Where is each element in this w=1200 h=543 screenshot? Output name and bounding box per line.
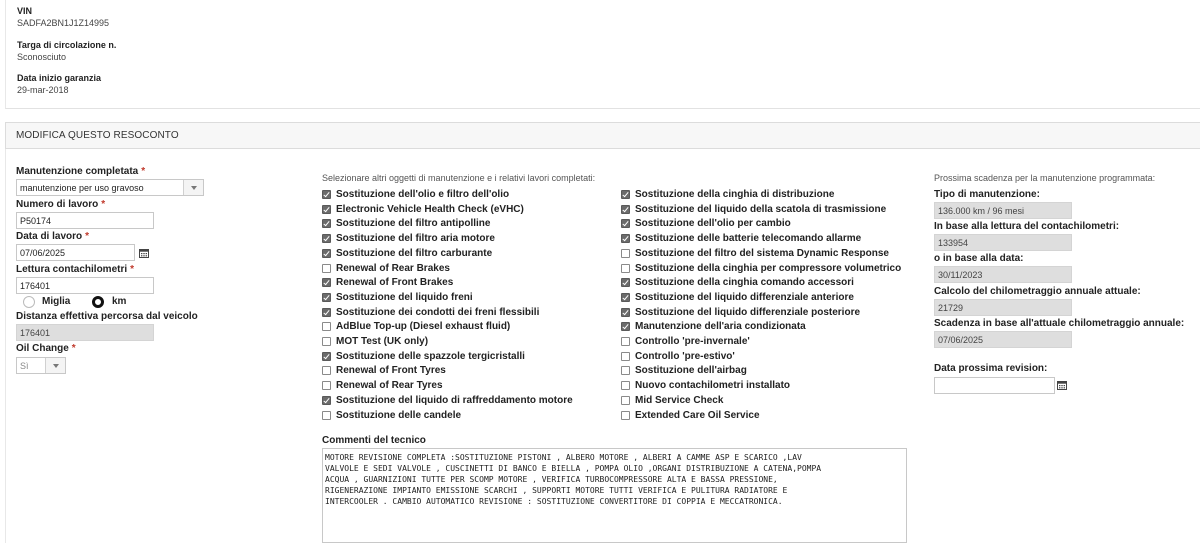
checkbox[interactable]	[322, 396, 331, 405]
checklist-item-label: Manutenzione dell'aria condizionata	[635, 321, 806, 332]
checklist-item-label: Sostituzione del filtro carburante	[336, 248, 493, 259]
work-date-input[interactable]: 07/06/2025	[16, 244, 135, 261]
vin-value: SADFA2BN1J1Z14995	[17, 18, 110, 28]
next-revision-input[interactable]	[934, 377, 1055, 394]
checklist-item-label: AdBlue Top-up (Diesel exhaust fluid)	[336, 321, 511, 332]
distance-label: Distanza effettiva percorsa dal veicolo	[16, 311, 198, 322]
checklist-item-label: Sostituzione delle batterie telecomando allarme	[635, 233, 862, 244]
checkbox[interactable]	[322, 352, 331, 361]
checklist-item-label: Sostituzione del liquido freni	[336, 292, 473, 303]
checklist-item-label: Sostituzione del liquido differenziale posteriore	[635, 307, 861, 318]
checklist-item-label: Sostituzione del liquido della scatola di trasmissione	[635, 204, 887, 215]
checkbox[interactable]	[621, 264, 630, 273]
checklist-heading: Selezionare altri oggetti di manutenzione e i relativi lavori completati:	[322, 173, 596, 183]
checklist-item-label: Renewal of Front Tyres	[336, 365, 446, 376]
checkbox[interactable]	[322, 205, 331, 214]
annual-calc-label: Calcolo del chilometraggio annuale attuale:	[934, 286, 1141, 297]
checkbox[interactable]	[621, 352, 630, 361]
odometer-label: Lettura contachilometri *	[16, 264, 135, 275]
odometer-based-field: 133954	[934, 234, 1072, 251]
checklist-item-label: Sostituzione dei condotti dei freni flessibili	[336, 307, 540, 318]
work-date-label: Data di lavoro *	[16, 231, 90, 242]
checklist-item-label: Sostituzione dell'airbag	[635, 365, 747, 376]
warranty-label: Data inizio garanzia	[17, 73, 102, 83]
warranty-value: 29-mar-2018	[17, 85, 69, 95]
checklist-item-label: Sostituzione del liquido differenziale anteriore	[635, 292, 854, 303]
plate-label: Targa di circolazione n.	[17, 40, 117, 50]
service-type-label: Tipo di manutenzione:	[934, 189, 1040, 200]
checklist-item-label: Controllo 'pre-estivo'	[635, 351, 735, 362]
chevron-down-icon[interactable]	[183, 180, 203, 195]
checklist-item-label: Sostituzione della cinghia comando accessori	[635, 277, 854, 288]
checklist-item-label: Renewal of Rear Brakes	[336, 263, 450, 274]
vin-block	[17, 6, 109, 29]
odometer-input[interactable]: 176401	[16, 277, 154, 294]
date-based-label: o in base alla data:	[934, 253, 1024, 264]
work-number-label: Numero di lavoro *	[16, 199, 106, 210]
checklist-item-label: Sostituzione dell'olio e filtro dell'olio	[336, 189, 510, 200]
checkbox[interactable]	[322, 264, 331, 273]
plate-value: Sconosciuto	[17, 52, 67, 62]
checklist-item-label: Sostituzione delle spazzole tergicristalli	[336, 351, 525, 362]
required-mark: *	[71, 343, 76, 354]
unit-miles-radio[interactable]	[23, 296, 35, 308]
checklist-item-label: Mid Service Check	[635, 395, 724, 406]
checkbox[interactable]	[322, 278, 331, 287]
checkbox[interactable]	[621, 396, 630, 405]
checkbox[interactable]	[621, 337, 630, 346]
oil-change-select[interactable]	[16, 357, 66, 374]
oil-change-label: Oil Change *	[16, 343, 76, 354]
next-service-heading: Prossima scadenza per la manutenzione programmata:	[934, 173, 1156, 183]
unit-km-label: km	[112, 296, 127, 307]
annual-due-field: 07/06/2025	[934, 331, 1072, 348]
checkbox[interactable]	[322, 322, 331, 331]
maintenance-label: Manutenzione completata *	[16, 166, 146, 177]
maintenance-select[interactable]	[16, 179, 204, 196]
required-mark: *	[101, 199, 106, 210]
checkbox[interactable]	[621, 190, 630, 199]
checklist-item-label: Extended Care Oil Service	[635, 410, 760, 421]
checkbox[interactable]	[621, 219, 630, 228]
required-mark: *	[141, 166, 146, 177]
checkbox[interactable]	[322, 219, 331, 228]
checkbox[interactable]	[621, 308, 630, 317]
checklist-item-label: Sostituzione della cinghia per compressore volumetrico	[635, 263, 902, 274]
checkbox[interactable]	[621, 411, 630, 420]
distance-field: 176401	[16, 324, 154, 341]
checkbox[interactable]	[621, 366, 630, 375]
checkbox[interactable]	[621, 249, 630, 258]
checkbox[interactable]	[621, 205, 630, 214]
required-mark: *	[85, 231, 90, 242]
checkbox[interactable]	[621, 381, 630, 390]
checkbox[interactable]	[322, 381, 331, 390]
checklist-item-label: Controllo 'pre-invernale'	[635, 336, 750, 347]
maintenance-select-value: manutenzione per uso gravoso	[20, 183, 144, 193]
checklist-item-label: Sostituzione del liquido di raffreddamento motore	[336, 395, 573, 406]
odometer-based-label: In base alla lettura del contachilometri:	[934, 221, 1120, 232]
checklist-item-label: Sostituzione delle candele	[336, 410, 462, 421]
service-type-field: 136.000 km / 96 mesi	[934, 202, 1072, 219]
checklist-item-label: Nuovo contachilometri installato	[635, 380, 791, 391]
checkbox[interactable]	[621, 293, 630, 302]
calendar-icon[interactable]	[139, 248, 149, 258]
section-header	[5, 122, 1200, 149]
checklist-item-label: Sostituzione del filtro del sistema Dynamic Response	[635, 248, 889, 259]
checkbox[interactable]	[322, 308, 331, 317]
checkbox[interactable]	[322, 366, 331, 375]
checklist-item-label: MOT Test (UK only)	[336, 336, 429, 347]
calendar-icon[interactable]	[1057, 380, 1067, 390]
checklist-item-label: Electronic Vehicle Health Check (eVHC)	[336, 204, 524, 215]
work-number-input[interactable]: P50174	[16, 212, 154, 229]
checkbox[interactable]	[322, 411, 331, 420]
checklist-item-label: Renewal of Front Brakes	[336, 277, 454, 288]
annual-calc-field: 21729	[934, 299, 1072, 316]
vehicle-info-card	[5, 0, 1200, 109]
next-revision-label: Data prossima revision:	[934, 363, 1048, 374]
checklist-item-label: Renewal of Rear Tyres	[336, 380, 443, 391]
checkbox[interactable]	[621, 234, 630, 243]
annual-due-label: Scadenza in base all'attuale chilometraggio annuale:	[934, 318, 1185, 329]
comments-textarea[interactable]: MOTORE REVISIONE COMPLETA :SOSTITUZIONE PISTONI , ALBERO MOTORE , ALBERI A CAMME ASP E SCARICO ,LAV VALVOLE E SEDI VALVOLE , CUSCINETTI DI BANCO E BIELLA , POMPA OLIO ,ORGANI DISTRIBUZIONE A CATENA,POMPA ACQUA , GUARNIZIONI TUTTE PER SCOMP MOTORE , VERIFICA TURBOCOMPRESSORE ALTA E BASSA PRESSIONE, RIGENERAZIONE IMPIANTO EMISSIONE SCARCHI , SUPPORTI MOTORE TUTTI VERIFICA E PULITURA RADIATORE E INTERCOOLER . CAMBIO AUTOMATICO REVISIONE : SOSTITUZIONE CONVERTITORE DI COPPIA E MECCATRONICA.	[322, 448, 907, 543]
oil-change-select-value: Sì	[20, 361, 29, 371]
checkbox[interactable]	[322, 293, 331, 302]
plate-block	[17, 40, 116, 63]
chevron-down-icon[interactable]	[45, 358, 65, 373]
checkbox[interactable]	[322, 337, 331, 346]
warranty-block	[17, 73, 101, 96]
checklist-item-label: Sostituzione del filtro aria motore	[336, 233, 495, 244]
checklist-item-label: Sostituzione del filtro antipolline	[336, 218, 491, 229]
required-mark: *	[130, 264, 135, 275]
unit-miles-label: Miglia	[42, 296, 71, 307]
checkbox[interactable]	[621, 322, 630, 331]
comments-label: Commenti del tecnico	[322, 435, 426, 446]
date-based-field: 30/11/2023	[934, 266, 1072, 283]
checkbox[interactable]	[621, 278, 630, 287]
checklist-item-label: Sostituzione dell'olio per cambio	[635, 218, 791, 229]
checkbox[interactable]	[322, 249, 331, 258]
checkbox[interactable]	[322, 234, 331, 243]
checklist-item-label: Sostituzione della cinghia di distribuzione	[635, 189, 835, 200]
section-title: MODIFICA QUESTO RESOCONTO	[16, 130, 179, 141]
vin-label: VIN	[17, 6, 33, 16]
checkbox[interactable]	[322, 190, 331, 199]
unit-km-radio[interactable]	[92, 296, 104, 308]
